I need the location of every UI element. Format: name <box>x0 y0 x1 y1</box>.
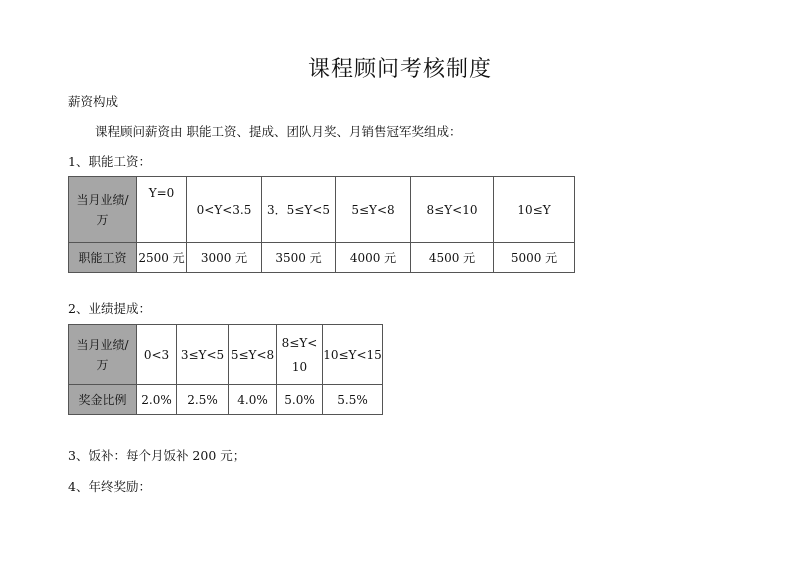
base-salary-table <box>68 176 575 273</box>
table1-header-label: 当月业绩/ 万 <box>69 177 137 243</box>
table2-range-cell: 0<3 <box>137 325 177 385</box>
table1-row-label: 职能工资 <box>69 243 137 273</box>
table1-range-cell: 5≤Y<8 <box>336 177 411 243</box>
table1-value-cell: 4500 元 <box>411 243 494 273</box>
table2-value-cell: 5.5% <box>323 385 383 415</box>
table2-header-label: 当月业绩/ 万 <box>69 325 137 385</box>
table2-value-cell: 5.0% <box>277 385 323 415</box>
table2-range-cell: 8≤Y< 10 <box>277 325 323 385</box>
table1-range-cell: Y=0 <box>137 177 187 243</box>
table1-range-cell: 0<Y<3.5 <box>187 177 262 243</box>
heading-commission: 2、业绩提成： <box>68 301 151 316</box>
table2-value-cell: 2.5% <box>177 385 229 415</box>
table1-value-cell: 5000 元 <box>494 243 575 273</box>
table2-range-cell: 5≤Y<8 <box>229 325 277 385</box>
table1-range-cell: 8≤Y<10 <box>411 177 494 243</box>
table2-range-cell: 10≤Y<15 <box>323 325 383 385</box>
table2-row-label: 奖金比例 <box>69 385 137 415</box>
table1-value-cell: 2500 元 <box>137 243 187 273</box>
table1-range-cell: 3．5≤Y<5 <box>262 177 336 243</box>
table2-value-cell: 2.0% <box>137 385 177 415</box>
section-salary-heading: 薪资构成 <box>68 94 119 109</box>
heading-meal-allowance: 3、饭补：每个月饭补 200 元； <box>68 448 246 463</box>
table1-value-cell: 4000 元 <box>336 243 411 273</box>
table1-range-cell: 10≤Y <box>494 177 575 243</box>
commission-table <box>68 324 383 415</box>
table2-range-cell: 3≤Y<5 <box>177 325 229 385</box>
intro-paragraph: 课程顾问薪资由 职能工资、提成、团队月奖、月销售冠军奖组成： <box>95 124 462 139</box>
table1-value-cell: 3500 元 <box>262 243 336 273</box>
heading-year-end-bonus: 4、年终奖励： <box>68 479 151 494</box>
table2-value-cell: 4.0% <box>229 385 277 415</box>
table1-value-cell: 3000 元 <box>187 243 262 273</box>
page-title: 课程顾问考核制度 <box>307 57 492 82</box>
heading-base-salary: 1、职能工资： <box>68 154 151 169</box>
